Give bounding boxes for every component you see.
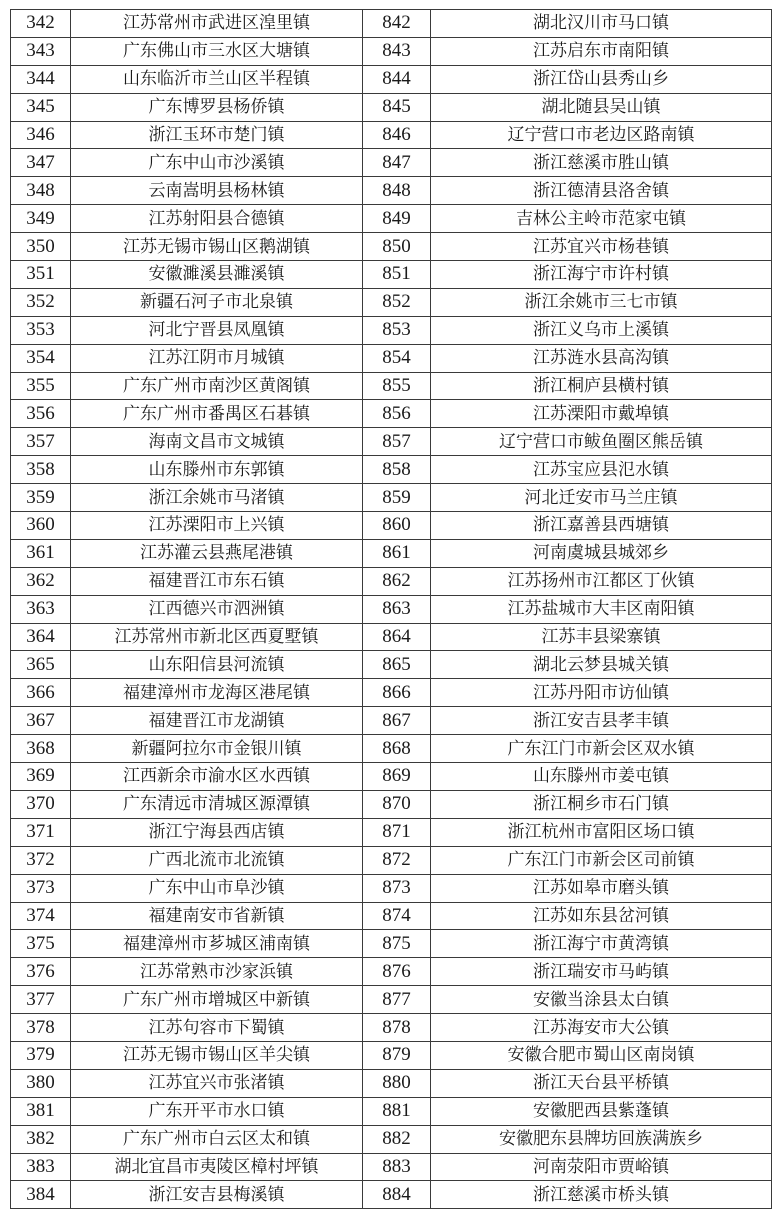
table-row bbox=[11, 65, 772, 93]
row-number-right: 865 bbox=[363, 651, 431, 679]
town-name-left: 广东广州市南沙区黄阁镇 bbox=[71, 372, 363, 400]
row-number-right: 883 bbox=[363, 1153, 431, 1181]
town-name-right: 浙江杭州市富阳区场口镇 bbox=[431, 818, 772, 846]
row-number-right: 856 bbox=[363, 400, 431, 428]
row-number-left: 376 bbox=[11, 958, 71, 986]
row-number-right: 875 bbox=[363, 930, 431, 958]
row-number-right: 853 bbox=[363, 316, 431, 344]
row-number-left: 362 bbox=[11, 567, 71, 595]
town-name-left: 浙江余姚市马渚镇 bbox=[71, 484, 363, 512]
town-name-right: 浙江德清县洛舍镇 bbox=[431, 177, 772, 205]
town-name-right: 江苏扬州市江都区丁伙镇 bbox=[431, 567, 772, 595]
table-row bbox=[11, 205, 772, 233]
town-name-left: 江苏无锡市锡山区羊尖镇 bbox=[71, 1041, 363, 1069]
row-number-left: 361 bbox=[11, 539, 71, 567]
row-number-right: 870 bbox=[363, 790, 431, 818]
town-name-left: 云南嵩明县杨林镇 bbox=[71, 177, 363, 205]
town-name-left: 广西北流市北流镇 bbox=[71, 846, 363, 874]
row-number-left: 365 bbox=[11, 651, 71, 679]
town-name-right: 浙江海宁市许村镇 bbox=[431, 261, 772, 289]
row-number-left: 375 bbox=[11, 930, 71, 958]
row-number-right: 848 bbox=[363, 177, 431, 205]
row-number-right: 852 bbox=[363, 288, 431, 316]
row-number-left: 384 bbox=[11, 1181, 71, 1209]
row-number-left: 354 bbox=[11, 344, 71, 372]
town-name-left: 广东广州市增城区中新镇 bbox=[71, 986, 363, 1014]
town-name-right: 浙江慈溪市桥头镇 bbox=[431, 1181, 772, 1209]
town-name-left: 江苏句容市下蜀镇 bbox=[71, 1014, 363, 1042]
row-number-right: 874 bbox=[363, 902, 431, 930]
table-row bbox=[11, 790, 772, 818]
table-row bbox=[11, 233, 772, 261]
table-row bbox=[11, 595, 772, 623]
row-number-left: 349 bbox=[11, 205, 71, 233]
town-name-left: 江苏灌云县燕尾港镇 bbox=[71, 539, 363, 567]
town-name-left: 海南文昌市文城镇 bbox=[71, 428, 363, 456]
row-number-left: 381 bbox=[11, 1097, 71, 1125]
town-name-right: 广东江门市新会区双水镇 bbox=[431, 735, 772, 763]
row-number-right: 849 bbox=[363, 205, 431, 233]
town-name-right: 江苏如皋市磨头镇 bbox=[431, 874, 772, 902]
row-number-left: 363 bbox=[11, 595, 71, 623]
table-row bbox=[11, 1041, 772, 1069]
row-number-left: 379 bbox=[11, 1041, 71, 1069]
row-number-right: 847 bbox=[363, 149, 431, 177]
town-name-right: 江苏宜兴市杨巷镇 bbox=[431, 233, 772, 261]
town-name-right: 浙江天台县平桥镇 bbox=[431, 1069, 772, 1097]
table-row bbox=[11, 1181, 772, 1209]
row-number-right: 854 bbox=[363, 344, 431, 372]
town-name-right: 河南虞城县城郊乡 bbox=[431, 539, 772, 567]
table-row bbox=[11, 707, 772, 735]
table-row bbox=[11, 902, 772, 930]
row-number-left: 345 bbox=[11, 93, 71, 121]
row-number-left: 347 bbox=[11, 149, 71, 177]
town-name-left: 江苏常州市武进区湟里镇 bbox=[71, 10, 363, 38]
table-row bbox=[11, 93, 772, 121]
town-name-right: 江苏丰县梁寨镇 bbox=[431, 623, 772, 651]
table-row bbox=[11, 456, 772, 484]
town-name-left: 福建晋江市龙湖镇 bbox=[71, 707, 363, 735]
row-number-left: 348 bbox=[11, 177, 71, 205]
town-name-right: 安徽当涂县太白镇 bbox=[431, 986, 772, 1014]
row-number-right: 881 bbox=[363, 1097, 431, 1125]
table-row bbox=[11, 818, 772, 846]
town-name-right: 江苏启东市南阳镇 bbox=[431, 37, 772, 65]
row-number-right: 879 bbox=[363, 1041, 431, 1069]
row-number-right: 860 bbox=[363, 512, 431, 540]
table-row bbox=[11, 37, 772, 65]
town-name-left: 广东佛山市三水区大塘镇 bbox=[71, 37, 363, 65]
town-name-left: 江苏江阴市月城镇 bbox=[71, 344, 363, 372]
town-name-right: 河北迁安市马兰庄镇 bbox=[431, 484, 772, 512]
table-row bbox=[11, 316, 772, 344]
town-name-left: 新疆阿拉尔市金银川镇 bbox=[71, 735, 363, 763]
table-row bbox=[11, 288, 772, 316]
row-number-right: 877 bbox=[363, 986, 431, 1014]
table-row bbox=[11, 344, 772, 372]
town-name-right: 辽宁营口市鲅鱼圈区熊岳镇 bbox=[431, 428, 772, 456]
town-name-left: 福建晋江市东石镇 bbox=[71, 567, 363, 595]
row-number-left: 355 bbox=[11, 372, 71, 400]
town-name-right: 浙江安吉县孝丰镇 bbox=[431, 707, 772, 735]
row-number-right: 850 bbox=[363, 233, 431, 261]
row-number-right: 863 bbox=[363, 595, 431, 623]
row-number-left: 352 bbox=[11, 288, 71, 316]
town-name-left: 广东博罗县杨侨镇 bbox=[71, 93, 363, 121]
town-name-right: 江苏如东县岔河镇 bbox=[431, 902, 772, 930]
town-name-right: 山东滕州市姜屯镇 bbox=[431, 763, 772, 791]
row-number-left: 367 bbox=[11, 707, 71, 735]
town-name-left: 浙江玉环市楚门镇 bbox=[71, 121, 363, 149]
table-row bbox=[11, 1125, 772, 1153]
row-number-left: 371 bbox=[11, 818, 71, 846]
row-number-left: 380 bbox=[11, 1069, 71, 1097]
town-name-right: 浙江义乌市上溪镇 bbox=[431, 316, 772, 344]
town-name-left: 广东清远市清城区源潭镇 bbox=[71, 790, 363, 818]
row-number-left: 364 bbox=[11, 623, 71, 651]
row-number-left: 366 bbox=[11, 679, 71, 707]
town-name-left: 广东中山市阜沙镇 bbox=[71, 874, 363, 902]
row-number-left: 373 bbox=[11, 874, 71, 902]
town-name-right: 湖北汉川市马口镇 bbox=[431, 10, 772, 38]
table-row bbox=[11, 846, 772, 874]
row-number-right: 861 bbox=[363, 539, 431, 567]
town-name-left: 河北宁晋县凤凰镇 bbox=[71, 316, 363, 344]
row-number-left: 351 bbox=[11, 261, 71, 289]
town-name-right: 浙江海宁市黄湾镇 bbox=[431, 930, 772, 958]
town-name-right: 江苏涟水县高沟镇 bbox=[431, 344, 772, 372]
town-name-right: 广东江门市新会区司前镇 bbox=[431, 846, 772, 874]
town-name-right: 浙江嘉善县西塘镇 bbox=[431, 512, 772, 540]
town-name-left: 江苏常州市新北区西夏墅镇 bbox=[71, 623, 363, 651]
town-name-left: 江西德兴市泗洲镇 bbox=[71, 595, 363, 623]
row-number-right: 864 bbox=[363, 623, 431, 651]
town-name-right: 浙江余姚市三七市镇 bbox=[431, 288, 772, 316]
row-number-right: 846 bbox=[363, 121, 431, 149]
table-row bbox=[11, 149, 772, 177]
table-row bbox=[11, 679, 772, 707]
table-row bbox=[11, 1097, 772, 1125]
row-number-right: 884 bbox=[363, 1181, 431, 1209]
table-row bbox=[11, 651, 772, 679]
town-name-right: 河南荥阳市贾峪镇 bbox=[431, 1153, 772, 1181]
town-name-left: 广东中山市沙溪镇 bbox=[71, 149, 363, 177]
row-number-right: 876 bbox=[363, 958, 431, 986]
town-name-left: 山东滕州市东郭镇 bbox=[71, 456, 363, 484]
row-number-left: 344 bbox=[11, 65, 71, 93]
table-row bbox=[11, 763, 772, 791]
row-number-left: 369 bbox=[11, 763, 71, 791]
town-name-left: 福建漳州市芗城区浦南镇 bbox=[71, 930, 363, 958]
town-list-table bbox=[10, 9, 772, 1209]
row-number-right: 880 bbox=[363, 1069, 431, 1097]
town-name-left: 福建南安市省新镇 bbox=[71, 902, 363, 930]
row-number-left: 350 bbox=[11, 233, 71, 261]
row-number-left: 377 bbox=[11, 986, 71, 1014]
table-row bbox=[11, 512, 772, 540]
town-name-right: 江苏盐城市大丰区南阳镇 bbox=[431, 595, 772, 623]
town-name-left: 山东阳信县河流镇 bbox=[71, 651, 363, 679]
table-row bbox=[11, 567, 772, 595]
row-number-left: 356 bbox=[11, 400, 71, 428]
table-row bbox=[11, 177, 772, 205]
row-number-left: 359 bbox=[11, 484, 71, 512]
row-number-right: 851 bbox=[363, 261, 431, 289]
row-number-left: 346 bbox=[11, 121, 71, 149]
row-number-right: 878 bbox=[363, 1014, 431, 1042]
row-number-left: 378 bbox=[11, 1014, 71, 1042]
row-number-right: 843 bbox=[363, 37, 431, 65]
table-row bbox=[11, 400, 772, 428]
row-number-right: 882 bbox=[363, 1125, 431, 1153]
table-row bbox=[11, 428, 772, 456]
town-name-left: 江西新余市渝水区水西镇 bbox=[71, 763, 363, 791]
town-name-left: 广东广州市番禺区石碁镇 bbox=[71, 400, 363, 428]
row-number-right: 857 bbox=[363, 428, 431, 456]
row-number-right: 867 bbox=[363, 707, 431, 735]
town-name-right: 浙江岱山县秀山乡 bbox=[431, 65, 772, 93]
row-number-right: 869 bbox=[363, 763, 431, 791]
town-name-left: 江苏无锡市锡山区鹅湖镇 bbox=[71, 233, 363, 261]
row-number-left: 353 bbox=[11, 316, 71, 344]
town-name-right: 江苏丹阳市访仙镇 bbox=[431, 679, 772, 707]
town-name-left: 江苏宜兴市张渚镇 bbox=[71, 1069, 363, 1097]
row-number-right: 858 bbox=[363, 456, 431, 484]
town-name-left: 新疆石河子市北泉镇 bbox=[71, 288, 363, 316]
row-number-left: 382 bbox=[11, 1125, 71, 1153]
town-name-left: 江苏射阳县合德镇 bbox=[71, 205, 363, 233]
row-number-left: 370 bbox=[11, 790, 71, 818]
table-row bbox=[11, 539, 772, 567]
town-name-left: 安徽濉溪县濉溪镇 bbox=[71, 261, 363, 289]
town-name-right: 吉林公主岭市范家屯镇 bbox=[431, 205, 772, 233]
row-number-left: 358 bbox=[11, 456, 71, 484]
table-row bbox=[11, 874, 772, 902]
table-row bbox=[11, 735, 772, 763]
row-number-right: 855 bbox=[363, 372, 431, 400]
row-number-right: 862 bbox=[363, 567, 431, 595]
row-number-right: 866 bbox=[363, 679, 431, 707]
row-number-right: 859 bbox=[363, 484, 431, 512]
table-row bbox=[11, 623, 772, 651]
table-body bbox=[11, 10, 772, 1209]
town-name-left: 浙江安吉县梅溪镇 bbox=[71, 1181, 363, 1209]
row-number-left: 383 bbox=[11, 1153, 71, 1181]
row-number-right: 871 bbox=[363, 818, 431, 846]
town-name-left: 福建漳州市龙海区港尾镇 bbox=[71, 679, 363, 707]
town-name-left: 湖北宜昌市夷陵区樟村坪镇 bbox=[71, 1153, 363, 1181]
row-number-right: 842 bbox=[363, 10, 431, 38]
table-row bbox=[11, 10, 772, 38]
row-number-left: 372 bbox=[11, 846, 71, 874]
table-row bbox=[11, 261, 772, 289]
town-name-right: 安徽肥东县牌坊回族满族乡 bbox=[431, 1125, 772, 1153]
row-number-right: 868 bbox=[363, 735, 431, 763]
town-name-right: 江苏溧阳市戴埠镇 bbox=[431, 400, 772, 428]
row-number-left: 342 bbox=[11, 10, 71, 38]
table-row bbox=[11, 930, 772, 958]
row-number-left: 357 bbox=[11, 428, 71, 456]
table-row bbox=[11, 986, 772, 1014]
town-name-left: 广东广州市白云区太和镇 bbox=[71, 1125, 363, 1153]
table-row bbox=[11, 372, 772, 400]
row-number-right: 844 bbox=[363, 65, 431, 93]
town-name-right: 浙江桐庐县横村镇 bbox=[431, 372, 772, 400]
table-row bbox=[11, 1153, 772, 1181]
town-name-left: 江苏溧阳市上兴镇 bbox=[71, 512, 363, 540]
town-name-right: 安徽合肥市蜀山区南岗镇 bbox=[431, 1041, 772, 1069]
row-number-right: 845 bbox=[363, 93, 431, 121]
town-name-left: 广东开平市水口镇 bbox=[71, 1097, 363, 1125]
row-number-left: 374 bbox=[11, 902, 71, 930]
town-name-left: 浙江宁海县西店镇 bbox=[71, 818, 363, 846]
row-number-left: 343 bbox=[11, 37, 71, 65]
town-name-right: 江苏海安市大公镇 bbox=[431, 1014, 772, 1042]
town-name-right: 湖北云梦县城关镇 bbox=[431, 651, 772, 679]
table-row bbox=[11, 1069, 772, 1097]
town-name-right: 江苏宝应县氾水镇 bbox=[431, 456, 772, 484]
row-number-left: 360 bbox=[11, 512, 71, 540]
table-row bbox=[11, 958, 772, 986]
table-row bbox=[11, 484, 772, 512]
town-name-right: 浙江桐乡市石门镇 bbox=[431, 790, 772, 818]
row-number-left: 368 bbox=[11, 735, 71, 763]
town-name-left: 山东临沂市兰山区半程镇 bbox=[71, 65, 363, 93]
town-name-right: 安徽肥西县紫蓬镇 bbox=[431, 1097, 772, 1125]
table-row bbox=[11, 1014, 772, 1042]
town-name-right: 浙江瑞安市马屿镇 bbox=[431, 958, 772, 986]
row-number-right: 872 bbox=[363, 846, 431, 874]
row-number-right: 873 bbox=[363, 874, 431, 902]
town-name-left: 江苏常熟市沙家浜镇 bbox=[71, 958, 363, 986]
town-name-right: 浙江慈溪市胜山镇 bbox=[431, 149, 772, 177]
table-row bbox=[11, 121, 772, 149]
town-name-right: 湖北随县吴山镇 bbox=[431, 93, 772, 121]
town-name-right: 辽宁营口市老边区路南镇 bbox=[431, 121, 772, 149]
document-page bbox=[10, 9, 771, 1209]
